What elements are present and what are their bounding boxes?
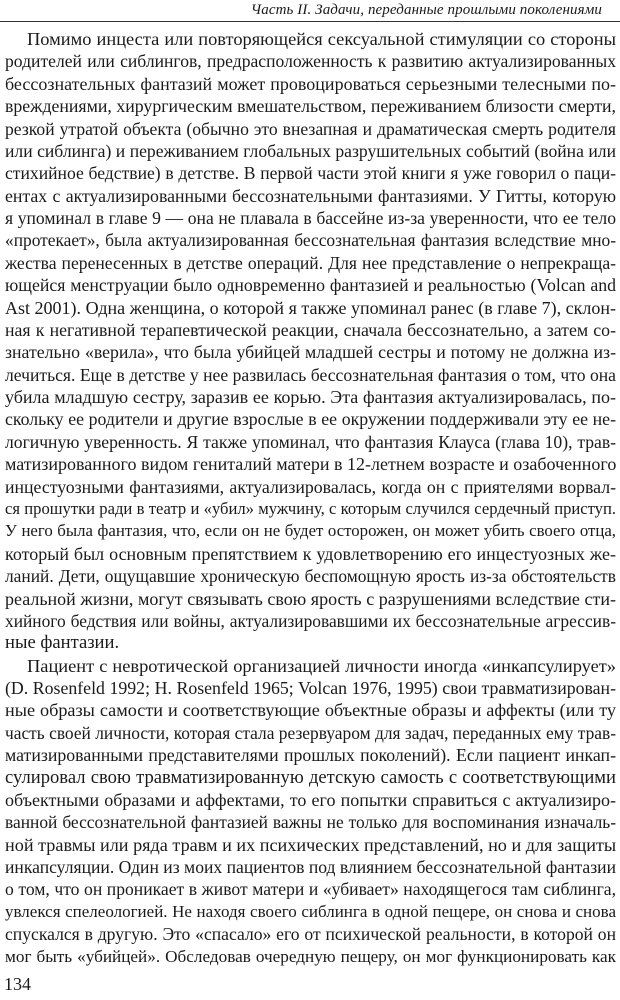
- paragraph-line: ся прошутки ради в театр и «убил» мужчину, с которым случился сердечный приступ.: [5, 499, 616, 518]
- paragraph-line: сулировал свою травматизированную детскую самость с соответствующими: [5, 766, 616, 788]
- paragraph-line: часть своей личности, которая стала резервуаром для задач, переданных ему трав-: [5, 722, 616, 743]
- paragraph-line: мог быть «убийцей». Обследовав очередную пещеру, он мог функционировать как: [5, 946, 616, 966]
- paragraph-line: знательно «верила», что была убийцей младшей сестры и потому не должна из-: [5, 342, 616, 363]
- running-header: [0, 0, 620, 24]
- paragraph-line: матизированными представителями прошлых поколений). Если пациент инкап-: [5, 745, 616, 766]
- header-rule: [0, 21, 620, 22]
- paragraph-line: увлекся спелеологией. Не находя своего сиблинга в одной пещере, он снова и снова: [5, 901, 616, 921]
- running-header-title: Часть II. Задачи, переданные прошлыми поколениями: [250, 2, 602, 18]
- paragraph-line: матизированного видом гениталий матери в 12-летнем возрасте и озабоченного: [5, 454, 617, 475]
- paragraph-line: ланий. Дети, ощущавшие хроническую беспомощную ярость из-за обстоятельств: [5, 566, 616, 587]
- paragraph-line: (D. Rosenfeld 1992; H. Rosenfeld 1965; Volcan 1976, 1995) свои травматизирован-: [5, 678, 616, 699]
- paragraph-line: о том, что он проникает в живот матери и «убивает» находящегося там сиблинга,: [5, 879, 616, 900]
- paragraph-line: логичную уверенность. Я также упоминал, что фантазия Клауса (глава 10), трав-: [5, 431, 616, 452]
- paragraph-line: У него была фантазия, что, если он не будет осторожен, он может убить своего отца,: [5, 521, 616, 541]
- page-number: 134: [4, 974, 31, 994]
- paragraph-line: резкой утратой объекта (обычно это внезапная и драматическая смерть родителя: [5, 118, 616, 139]
- paragraph-line: который был основным препятствием к удовлетворению его инцестуозных же-: [5, 543, 616, 564]
- paragraph-line: Пациент с невротической организацией личности иногда «инкапсулирует»: [27, 655, 616, 676]
- paragraph-line: родителей или сиблингов, предрасположенность к развитию актуализированных: [5, 51, 616, 72]
- paragraph-line: инкапсуляции. Один из моих пациентов под влиянием бессознательной фантазии: [5, 857, 616, 878]
- paragraph-line: ные образы самости и соответствующие объектные образы и аффекты (или ту: [5, 700, 616, 721]
- paragraph-line: Помимо инцеста или повторяющейся сексуальной стимуляции со стороны: [27, 29, 616, 49]
- paragraph-line: ная к негативной терапевтической реакции, сначала бессознательно, а затем со-: [5, 319, 616, 340]
- paragraph-line: бессознательных фантазий может провоцироваться серьезными телесными по-: [5, 73, 616, 94]
- paragraph-line: или сиблинга) и переживанием глобальных разрушительных событий (война или: [5, 140, 616, 161]
- paragraph-line: хийного бедствия или войны, актуализировавшими их бессознательные агрессив-: [5, 610, 616, 631]
- paragraph-line: Ast 2001). Одна женщина, о которой я также упоминал ранес (в главе 7), склон-: [5, 297, 616, 318]
- paragraph-line: жества перенесенных в детстве операций. Для нее представление о непрекращa-: [5, 252, 616, 273]
- paragraph-line: ющейся менструации было одновременно фантазией и реальностью (Volcan and: [5, 275, 616, 296]
- paragraph-line: объектными образами и аффектами, то его попытки справиться с актуализиро-: [5, 789, 616, 810]
- paragraph-line: ентах с актуализированными бессознательными фантазиями. У Гитты, которую: [5, 185, 616, 206]
- paragraph-line: «протекает», была актуализированная бессознательная фантазия вследствие мно-: [5, 230, 616, 251]
- paragraph-line: вреждениями, хирургическим вмешательством, переживанием близости смерти,: [5, 96, 616, 117]
- paragraph-line: скольку ее родители и другие взрослые в ее окружении поддерживали эту ее не-: [5, 409, 616, 430]
- paragraph-line: ванной бессознательной фантазией важны не только для воспоминания изначаль-: [5, 812, 616, 833]
- paragraph-line: ные фантазии.: [5, 632, 120, 654]
- paragraph-line: я упоминал в главе 9 — она не плавала в бассейне из-за уверенности, что ее тело: [5, 208, 616, 229]
- paragraph-line: убила младшую сестру, заразив ее корью. Эта фантазия актуализировалась, по-: [5, 387, 616, 408]
- paragraph-line: спускался в другую. Это «спасало» его от психической реальности, в которой он: [5, 924, 616, 945]
- paragraph-line: реальной жизни, могут связывать свою ярость с разрушениями вследствие сти-: [5, 588, 616, 609]
- paragraph-line: инцестуозными фантазиями, актуализировалась, когда он с приятелями ворвал-: [5, 476, 616, 497]
- paragraph-line: стихийное бедствие) в детстве. В первой части этой книги я уже говорил о паци-: [5, 163, 616, 184]
- paragraph-line: лечиться. Еще в детстве у нее развилась бессознательная фантазия о том, что она: [5, 364, 616, 385]
- paragraph-line: ной травмы или ряда травм и их психических представлений, но и для защиты: [5, 834, 617, 855]
